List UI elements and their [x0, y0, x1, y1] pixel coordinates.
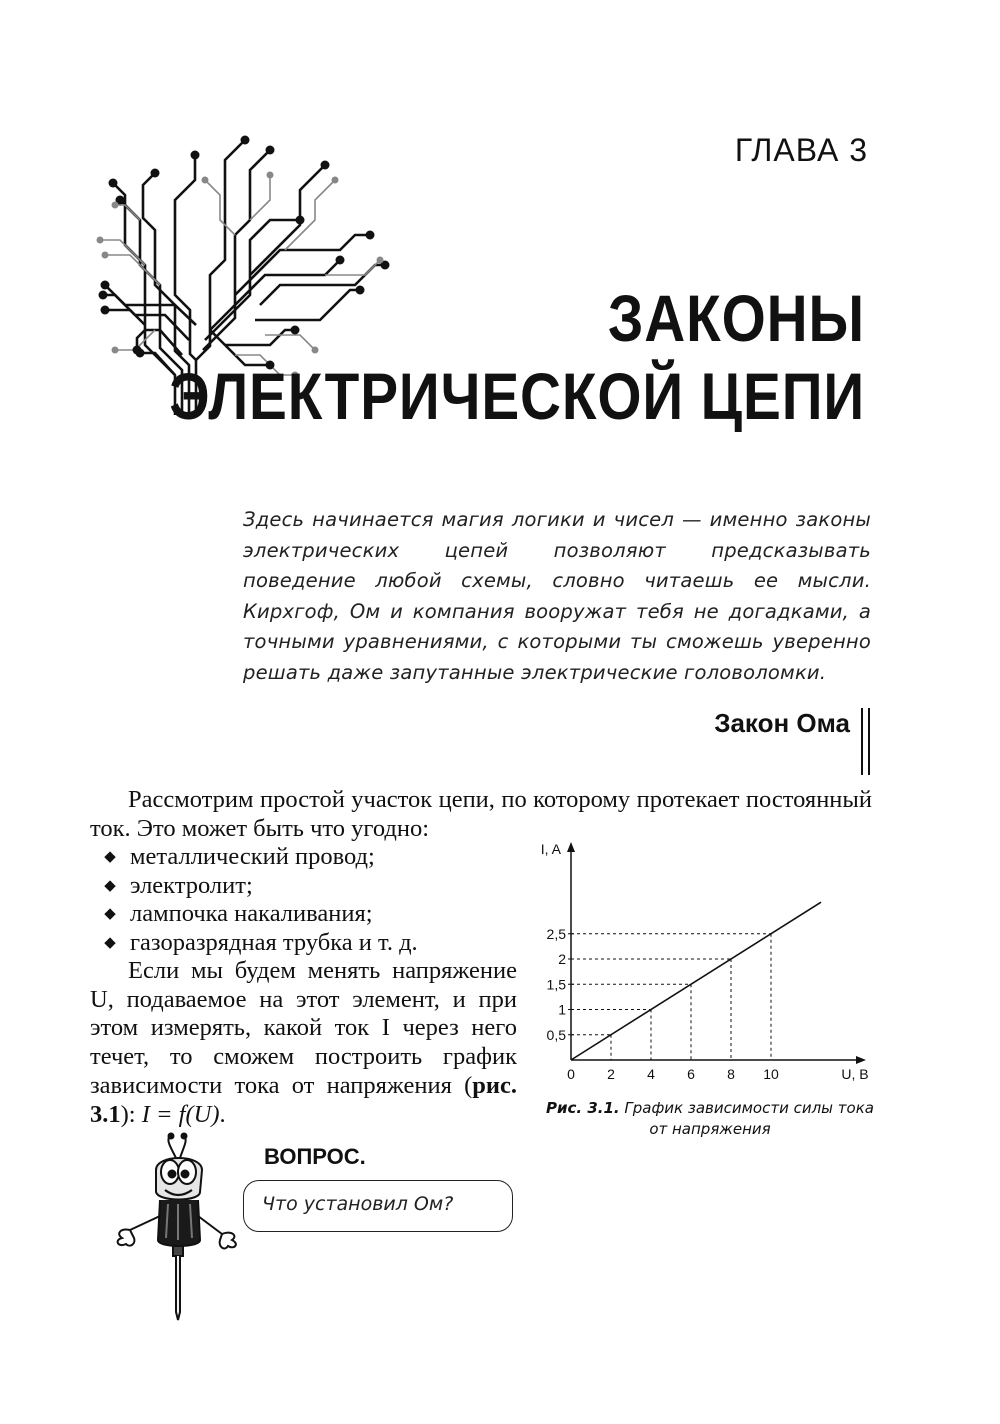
current-voltage-chart — [530, 840, 880, 1090]
question-text: Что установил Ом? — [262, 1193, 454, 1215]
chapter-intro: Здесь начинается магия логики и чисел — именно законы электрических цепей позволяют предсказывать поведение любой схемы, словно читаешь ее мысли. Кирхгоф, Ом и компания вооружат тебя не догадками, а точными уравнениями, с которыми ты сможешь уверенно решать даже запутанные электрические головоломки. — [243, 508, 871, 684]
bullet-diamond-icon: ◆ — [104, 877, 116, 894]
formula: I = f(U) — [141, 1100, 220, 1128]
x-tick-label: 4 — [647, 1066, 655, 1082]
x-tick-label: 10 — [763, 1066, 779, 1082]
chapter-label: ГЛАВА 3 — [734, 132, 868, 168]
figure-caption-label: Рис. 3.1. — [546, 1099, 620, 1117]
bullet-diamond-icon: ◆ — [104, 849, 116, 865]
series-line-0 — [571, 902, 821, 1060]
list-item: ◆ металлический провод; — [90, 843, 418, 872]
y-tick-label: 0,5 — [546, 1026, 566, 1043]
x-axis-arrow-icon — [856, 1056, 866, 1064]
y-tick-label: 1,5 — [546, 976, 566, 993]
question-title: ВОПРОС. — [264, 1144, 366, 1169]
y-tick-label: 2,5 — [546, 925, 566, 942]
paragraph-graph: Если мы будем менять напряжение U, подаваемое на этот элемент, и при этом измерять, какой ток I через него течет, то сможем построить график зависимости тока от напряжения (рис. 3.1): I = f(U). — [90, 957, 517, 1128]
x-tick-label: 0 — [567, 1066, 575, 1082]
x-axis-label: U, В — [841, 1066, 869, 1082]
figure-reference: рис. 3.1 — [90, 1071, 517, 1128]
screwdriver-mascot-illustration — [110, 1130, 245, 1325]
chapter-title-line-2: ЭЛЕКТРИЧЕСКОЙ ЦЕПИ — [169, 359, 865, 433]
x-tick-label: 6 — [687, 1066, 695, 1082]
list-item: ◆ газоразрядная трубка и т. д. — [90, 929, 418, 958]
list-item: ◆ электролит; — [90, 872, 418, 901]
y-axis-arrow-icon — [567, 842, 575, 852]
y-tick-label: 2 — [558, 951, 566, 967]
bullet-list — [90, 843, 418, 958]
x-tick-label: 8 — [727, 1066, 735, 1082]
chapter-title-line-1: ЗАКОНЫ — [607, 281, 865, 355]
figure-caption: Рис. 3.1. График зависимости силы тока от напряжения — [546, 1099, 874, 1138]
question-box — [243, 1180, 513, 1232]
y-axis-label: I, A — [540, 841, 561, 857]
x-tick-label: 2 — [607, 1066, 615, 1082]
section-heading: Закон Ома — [714, 708, 850, 738]
bullet-diamond-icon: ◆ — [104, 935, 116, 952]
bullet-diamond-icon: ◆ — [104, 906, 116, 923]
list-item: ◆ лампочка накаливания; — [90, 900, 418, 929]
section-heading-rule — [861, 708, 870, 775]
y-tick-label: 1 — [558, 1001, 566, 1018]
paragraph-intro: Рассмотрим простой участок цепи, по которому протекает постоянный ток. Это может быть что угодно: — [90, 786, 872, 842]
